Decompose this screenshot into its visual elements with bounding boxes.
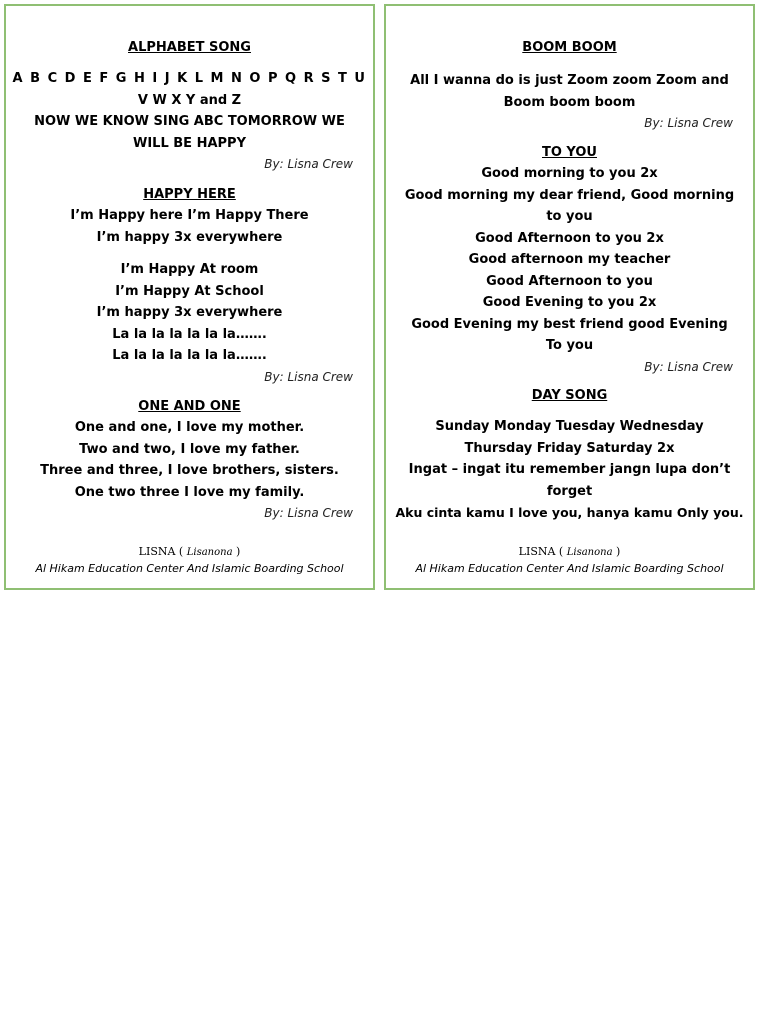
author-name: LISNA ( Lisanona ) — [138, 545, 241, 558]
author-name: LISNA ( Lisanona ) — [518, 545, 621, 558]
happy-here-section — [6, 185, 373, 248]
lyric-line: Good Evening my best friend good Evening — [411, 316, 728, 332]
song-title: ALPHABET SONG — [128, 40, 251, 55]
author-name-text: LISNA — [518, 545, 556, 558]
song-title: HAPPY HERE — [143, 187, 236, 202]
lyric-line: A B C D E F G H I J K L M N O P Q R S T U — [12, 71, 367, 86]
lyric-line: La la la la la la la……. — [112, 348, 267, 363]
lyric-line: Good Afternoon to you — [486, 273, 653, 289]
byline: By: Lisna Crew — [644, 116, 733, 130]
lyric-line: to you — [546, 209, 593, 224]
lyric-line: NOW WE KNOW SING ABC TOMORROW WE — [34, 114, 345, 129]
alphabet-song-section — [6, 38, 373, 58]
lyric-line: All I wanna do is just Zoom zoom Zoom and — [410, 73, 729, 88]
lyric-line: I’m Happy At room — [120, 262, 259, 277]
lyric-line: I’m happy 3x everywhere — [96, 229, 283, 245]
author-alias: Lisanona — [186, 547, 233, 558]
boom-boom-section — [386, 38, 753, 58]
lyric-line: Sunday Monday Tuesday Wednesday — [435, 419, 704, 434]
lyric-line: Good afternoon my teacher — [468, 252, 671, 267]
school-name: Al Hikam Education Center And Islamic Boarding School — [415, 562, 724, 575]
author-alias: Lisanona — [566, 547, 613, 558]
card-footer — [6, 543, 373, 577]
lyric-line: V W X Y and Z — [137, 92, 242, 108]
lyric-line: Good morning my dear friend, Good morning — [404, 187, 735, 203]
song-card-right — [384, 4, 755, 590]
lyric-line: Boom boom boom — [503, 94, 636, 110]
lyric-line: To you — [545, 338, 594, 353]
to-you-section — [386, 143, 753, 377]
lyric-line: I’m Happy here I’m Happy There — [70, 208, 309, 223]
song-card-left — [4, 4, 375, 590]
one-and-one-section — [6, 397, 373, 523]
boom-boom-lyrics — [386, 70, 753, 133]
lyric-line: I’m happy 3x everywhere — [96, 305, 283, 320]
lyric-line: One and one, I love my mother. — [74, 420, 305, 435]
alphabet-song-lyrics — [6, 68, 373, 174]
happy-here-verse-2 — [6, 259, 373, 387]
day-song-lyrics — [386, 416, 753, 524]
lyric-line: Ingat – ingat itu remember jangn lupa don’t — [408, 462, 731, 477]
day-song-section — [386, 386, 753, 406]
song-title: TO YOU — [541, 145, 597, 160]
school-name: Al Hikam Education Center And Islamic Boarding School — [35, 562, 344, 575]
lyric-line: Good morning to you 2x — [481, 166, 658, 181]
author-name-text: LISNA — [138, 545, 176, 558]
lyric-line: Three and three, I love brothers, sisters. — [40, 463, 339, 478]
byline: By: Lisna Crew — [264, 506, 353, 520]
song-title: DAY SONG — [531, 388, 608, 403]
lyric-line: Aku cinta kamu I love you, hanya kamu Only you. — [395, 505, 744, 520]
byline: By: Lisna Crew — [264, 157, 353, 171]
song-title: ONE AND ONE — [138, 399, 241, 414]
lyric-line: Thursday Friday Saturday 2x — [464, 440, 675, 456]
byline: By: Lisna Crew — [264, 369, 353, 384]
song-title: BOOM BOOM — [522, 40, 617, 55]
lyric-line: Two and two, I love my father. — [79, 441, 300, 457]
lyric-line: Good Afternoon to you 2x — [475, 230, 664, 246]
lyric-line: WILL BE HAPPY — [133, 135, 246, 151]
lyric-line: One two three I love my family. — [74, 484, 305, 500]
card-footer — [386, 543, 753, 577]
lyric-line: I’m Happy At School — [115, 283, 264, 299]
lyric-line: La la la la la la la……. — [112, 326, 267, 342]
lyric-line: forget — [546, 483, 593, 499]
lyric-line: Good Evening to you 2x — [482, 295, 657, 310]
byline: By: Lisna Crew — [644, 359, 733, 374]
